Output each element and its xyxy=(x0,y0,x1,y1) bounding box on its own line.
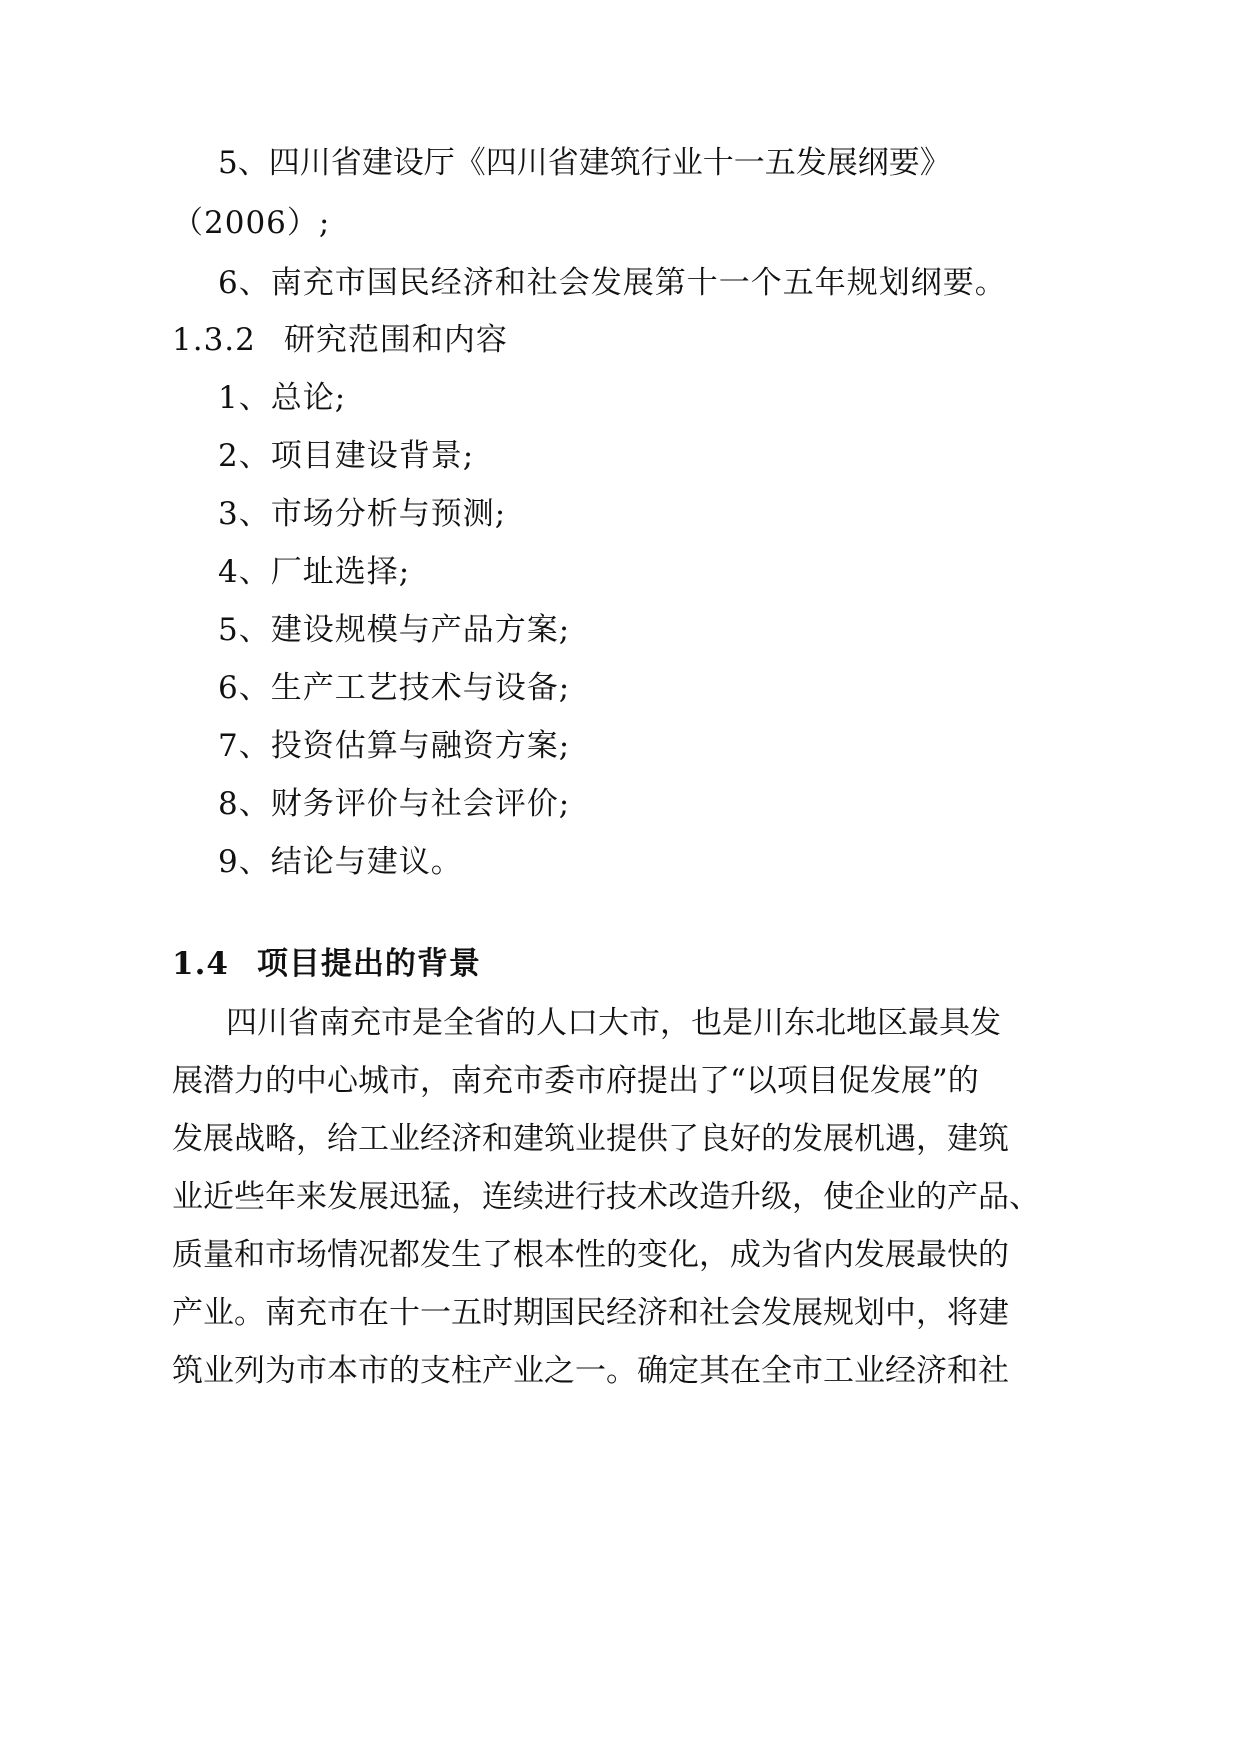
section-1-3-2-title: 研究范围和内容 xyxy=(283,322,508,358)
section-1-4-number: 1.4 xyxy=(172,946,229,982)
list-item: 4、厂址选择; xyxy=(218,554,411,590)
list-item: 9、结论与建议。 xyxy=(218,844,463,880)
paragraph-line: 展潜力的中心城市，南充市委市府提出了“以项目促发展”的 xyxy=(172,1063,979,1099)
section-1-4-heading xyxy=(172,944,481,984)
basis-item-5-line-2: （2006）; xyxy=(172,205,331,241)
list-item: 2、项目建设背景; xyxy=(218,438,475,474)
basis-item-5-line-1: 5、四川省建设厅《四川省建筑行业十一五发展纲要》 xyxy=(218,145,951,181)
paragraph-line: 筑业列为市本市的支柱产业之一。确定其在全市工业经济和社 xyxy=(172,1353,1009,1389)
list-item: 8、财务评价与社会评价; xyxy=(218,786,571,822)
list-item: 7、投资估算与融资方案; xyxy=(218,728,571,764)
basis-item-6: 6、南充市国民经济和社会发展第十一个五年规划纲要。 xyxy=(218,265,1007,301)
section-1-3-2-number: 1.3.2 xyxy=(172,322,256,358)
list-item: 6、生产工艺技术与设备; xyxy=(218,670,571,706)
paragraph-line: 业近些年来发展迅猛，连续进行技术改造升级，使企业的产品、 xyxy=(172,1179,1040,1215)
list-item: 3、市场分析与预测; xyxy=(218,496,507,532)
section-1-4-title: 项目提出的背景 xyxy=(256,946,481,982)
paragraph-line: 发展战略，给工业经济和建筑业提供了良好的发展机遇，建筑 xyxy=(172,1121,1009,1157)
paragraph-line: 四川省南充市是全省的人口大市，也是川东北地区最具发 xyxy=(226,1005,1001,1041)
list-item: 1、总论; xyxy=(218,380,347,416)
list-item: 5、建设规模与产品方案; xyxy=(218,612,571,648)
section-1-3-2-heading xyxy=(172,320,508,360)
paragraph-line: 质量和市场情况都发生了根本性的变化，成为省内发展最快的 xyxy=(172,1237,1009,1273)
paragraph-line: 产业。南充市在十一五时期国民经济和社会发展规划中，将建 xyxy=(172,1295,1009,1331)
